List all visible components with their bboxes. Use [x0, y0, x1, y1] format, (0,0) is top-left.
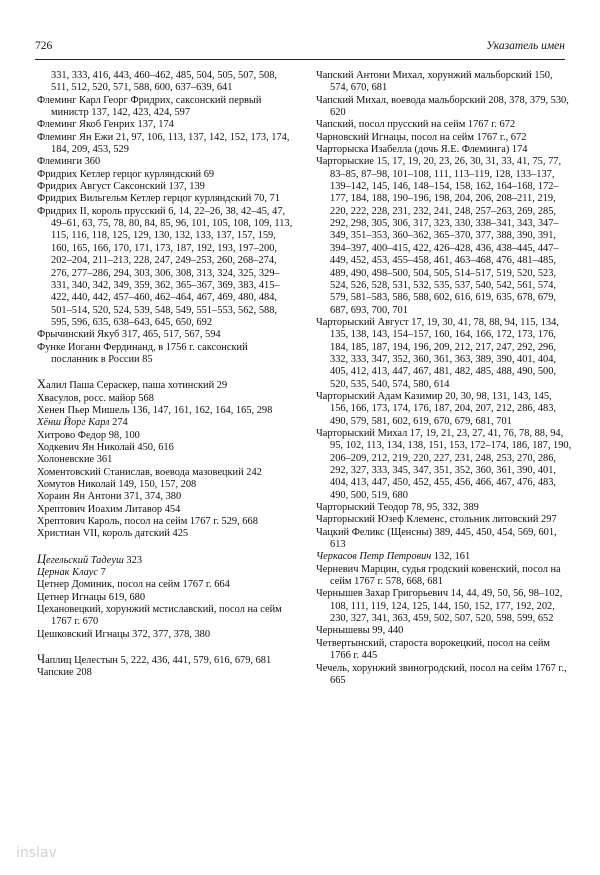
- index-entry: Фридрих II, король прусский 6, 14, 22–26, 38, 42–45, 47, 49–61, 63, 75, 78, 80, 84, 85, 96, 101, 105, 108, 109, 113, 115, 116, 118, 125, 129, 130, 132, 133, 137, 157, 159, 160, 165, 166, 170, 171, 173, 187, 192, 193, 197–200, 202–204, 211–213, 228, 247, 249–253, 260, 268–274, 276, 277–286, 294, 303, 306, 308, 313, 324, 325, 329–331, 340, 342, 349, 359, 362, 365–367, 369, 383, 415–422, 440, 442, 457–460, 462–464, 467, 469, 480, 484, 501–514, 520, 524, 539, 548, 549, 551–553, 562, 588, 595, 596, 635, 638–643, 645, 650, 692: [37, 205, 293, 328]
- index-entry: Хитрово Федор 98, 100: [37, 429, 140, 441]
- index-entry: Чацкий Феликс (Щенсны) 389, 445, 450, 454, 569, 601, 613: [316, 526, 557, 551]
- index-entry: Фрычинский Якуб 317, 465, 517, 567, 594: [37, 329, 221, 341]
- index-entry: Фридрих Вильгельм Кетлер герцог курляндский 70, 71: [37, 193, 280, 205]
- index-entry: Флеминг Якоб Генрих 137, 174: [37, 119, 174, 131]
- index-entry: Чарторыский Теодор 78, 95, 332, 389: [316, 502, 479, 514]
- page-number: 726: [35, 40, 53, 52]
- index-entry: Цетнер Доминик, посол на сейм 1767 г. 664: [37, 579, 230, 591]
- index-entry: Чапский Михал, воевода мальборский 208, 378, 379, 530, 620: [316, 94, 569, 119]
- index-entry: Хенен Пьер Мишель 136, 147, 161, 162, 164, 165, 298: [37, 404, 273, 416]
- index-entry: Халил Паша Сераскер, паша хотинский 29: [37, 377, 228, 392]
- index-entry: Хвасулов, росс. майор 568: [37, 392, 154, 404]
- index-entry: Флеминг Карл Георг Фридрих, саксонский первый министр 137, 142, 423, 424, 597: [37, 94, 262, 119]
- index-entry: Чарновский Игнацы, посол на сейм 1767 г., 672: [316, 131, 527, 143]
- index-entry: Чапские 208: [37, 667, 92, 679]
- index-entry: Хораин Ян Антони 371, 374, 380: [37, 491, 182, 503]
- index-entry: Чернышев Захар Григорьевич 14, 44, 49, 50, 56, 98–102, 108, 111, 119, 124, 125, 144, 150, 152, 177, 192, 202, 230, 327, 341, 363, 459, 502, 507, 520, 598, 599, 652: [316, 588, 563, 625]
- index-entry: Фридрих Кетлер герцог курляндский 69: [37, 168, 215, 180]
- index-entry: Чарторыский Адам Казимир 20, 30, 98, 131, 143, 145, 156, 166, 173, 174, 176, 187, 204, 207, 212, 286, 483, 490, 579, 581, 602, 619, 670, 679, 681, 701: [316, 390, 556, 427]
- index-entry: Чечель, хорунжий звиногродский, посол на сейм 1767 г., 665: [316, 662, 567, 686]
- index-entry: Чарторыский Юзеф Клеменс, стольник литовский 297: [316, 514, 557, 526]
- running-title: Указатель имен: [486, 40, 565, 52]
- index-entry: Чаплиц Целестын 5, 222, 436, 441, 579, 616, 679, 681: [37, 652, 272, 667]
- italic-name: Хёнш Йорг Карл: [37, 417, 110, 429]
- index-entry: Христиан VII, король датский 425: [37, 528, 189, 540]
- index-entry: Флеминги 360: [37, 156, 101, 168]
- index-entry: Хёнш Йорг Карл 274: [37, 417, 128, 429]
- index-entry: Цернак Клаус 7: [37, 567, 106, 579]
- letter-section-gap: [37, 541, 293, 553]
- index-entry: Ходкевич Ян Николай 450, 616: [37, 441, 174, 453]
- index-entry: Цехановецкий, хорунжий мстиславский, посол на сейм 1767 г. 670: [37, 604, 282, 628]
- italic-name: Цегельский Тадеуш: [37, 551, 124, 566]
- index-column-left: [37, 70, 293, 680]
- index-entry: Черневич Марцин, судья гродский ковенский, посол на сейм 1767 г. 578, 668, 681: [316, 563, 561, 588]
- header-rule: [35, 59, 565, 60]
- section-initial-letter: Ц: [37, 551, 47, 566]
- section-initial-letter: Ч: [37, 652, 46, 667]
- index-entry: Чапский, посол прусский на сейм 1767 г. 672: [316, 119, 516, 131]
- index-entry-continued: 331, 333, 416, 443, 460–462, 485, 504, 505, 507, 508, 511, 512, 520, 571, 588, 600, 637–639, 641: [51, 70, 277, 94]
- letter-section-gap: [37, 366, 293, 378]
- index-entry: Фридрих Август Саксонский 137, 139: [37, 181, 205, 193]
- index-entry: Хрептович Кароль, посол на сейм 1767 г. 529, 668: [37, 516, 258, 528]
- index-entry: Хрептович Иоахим Литавор 454: [37, 503, 181, 515]
- index-entry: Чернышевы 99, 440: [316, 625, 404, 637]
- index-column-right: [316, 70, 572, 687]
- index-entry: Цешковский Игнацы 372, 377, 378, 380: [37, 628, 211, 640]
- section-initial-letter: Х: [37, 377, 47, 392]
- watermark: inslav: [16, 845, 57, 861]
- index-entry: Функе Иоганн Фердинанд, в 1756 г. саксонский посланник в России 85: [37, 341, 248, 365]
- index-entry: Хоментовский Станислав, воевода мазовецкий 242: [37, 466, 262, 478]
- index-entry: Флеминг Ян Ежи 21, 97, 106, 113, 137, 142, 152, 173, 174, 184, 209, 453, 529: [37, 131, 290, 156]
- italic-name: Черкасов Петр Петрович: [316, 551, 432, 563]
- index-entry: Чарторыские 15, 17, 19, 20, 23, 26, 30, 31, 33, 41, 75, 77, 83–85, 87–98, 101–108, 111, 113–119, 128, 133–137, 139–142, 145, 146, 148–154, 158, 162, 164–168, 172–177, 184, 188, 190–196, 198, 204, 206, 208–211, 219, 220, 222, 228, 231, 232, 241, 248, 257–263, 269, 285, 292, 298, 305, 306, 317, 323, 330, 338–341, 343, 347–349, 351–353, 360–362, 365–370, 377, 388, 390, 391, 394–397, 400–415, 422, 426–428, 436, 438–445, 447–449, 452, 453, 455–458, 461, 463–468, 476, 481–485, 489, 490, 498–500, 504, 505, 514–517, 519, 520, 523, 524, 526, 528, 531, 532, 535, 537, 540, 542, 561, 574, 579, 581–583, 586, 588, 602, 616, 619, 635, 678, 679, 687, 693, 700, 701: [316, 156, 562, 316]
- index-entry: Чарторыский Август 17, 19, 30, 41, 78, 88, 94, 115, 134, 135, 138, 143, 154–157, 160, 164, 166, 172, 173, 176, 184, 185, 187, 194, 196, 209, 212, 217, 247, 292, 296, 332, 333, 347, 352, 360, 361, 363, 389, 390, 401, 404, 405, 412, 413, 447, 467, 481, 482, 485, 488, 490, 500, 520, 535, 540, 574, 580, 614: [316, 316, 559, 390]
- italic-name: Цернак Клаус: [37, 567, 98, 579]
- index-entry: Чапский Антони Михал, хорунжий мальборский 150, 574, 670, 681: [316, 70, 553, 94]
- index-entry: Четвертынский, староста ворокецкий, посол на сейм 1766 г. 445: [316, 637, 550, 662]
- index-entry: Чарторыска Изабелла (дочь Я.Е. Флеминга) 174: [316, 144, 528, 156]
- index-entry: Цетнер Игнацы 619, 680: [37, 591, 146, 603]
- index-entry: Холоневские 361: [37, 454, 113, 466]
- index-entry: Хомутов Николай 149, 150, 157, 208: [37, 479, 197, 490]
- index-entry: Цегельский Тадеуш 323: [37, 551, 143, 566]
- page-header: [35, 40, 565, 60]
- index-entry: Чарторыский Михал 17, 19, 21, 23, 27, 41, 76, 78, 88, 94, 95, 102, 113, 134, 138, 151, 153, 172–174, 186, 187, 190, 206–209, 212, 219, 220, 227, 231, 248, 253, 270, 286, 292, 327, 333, 345, 347, 351, 352, 360, 361, 390, 401, 404, 413, 447, 450, 452, 455, 456, 466, 467, 476, 483, 490, 500, 519, 680: [316, 427, 572, 501]
- letter-section-gap: [37, 641, 293, 653]
- index-entry: Черкасов Петр Петрович 132, 161: [316, 551, 471, 563]
